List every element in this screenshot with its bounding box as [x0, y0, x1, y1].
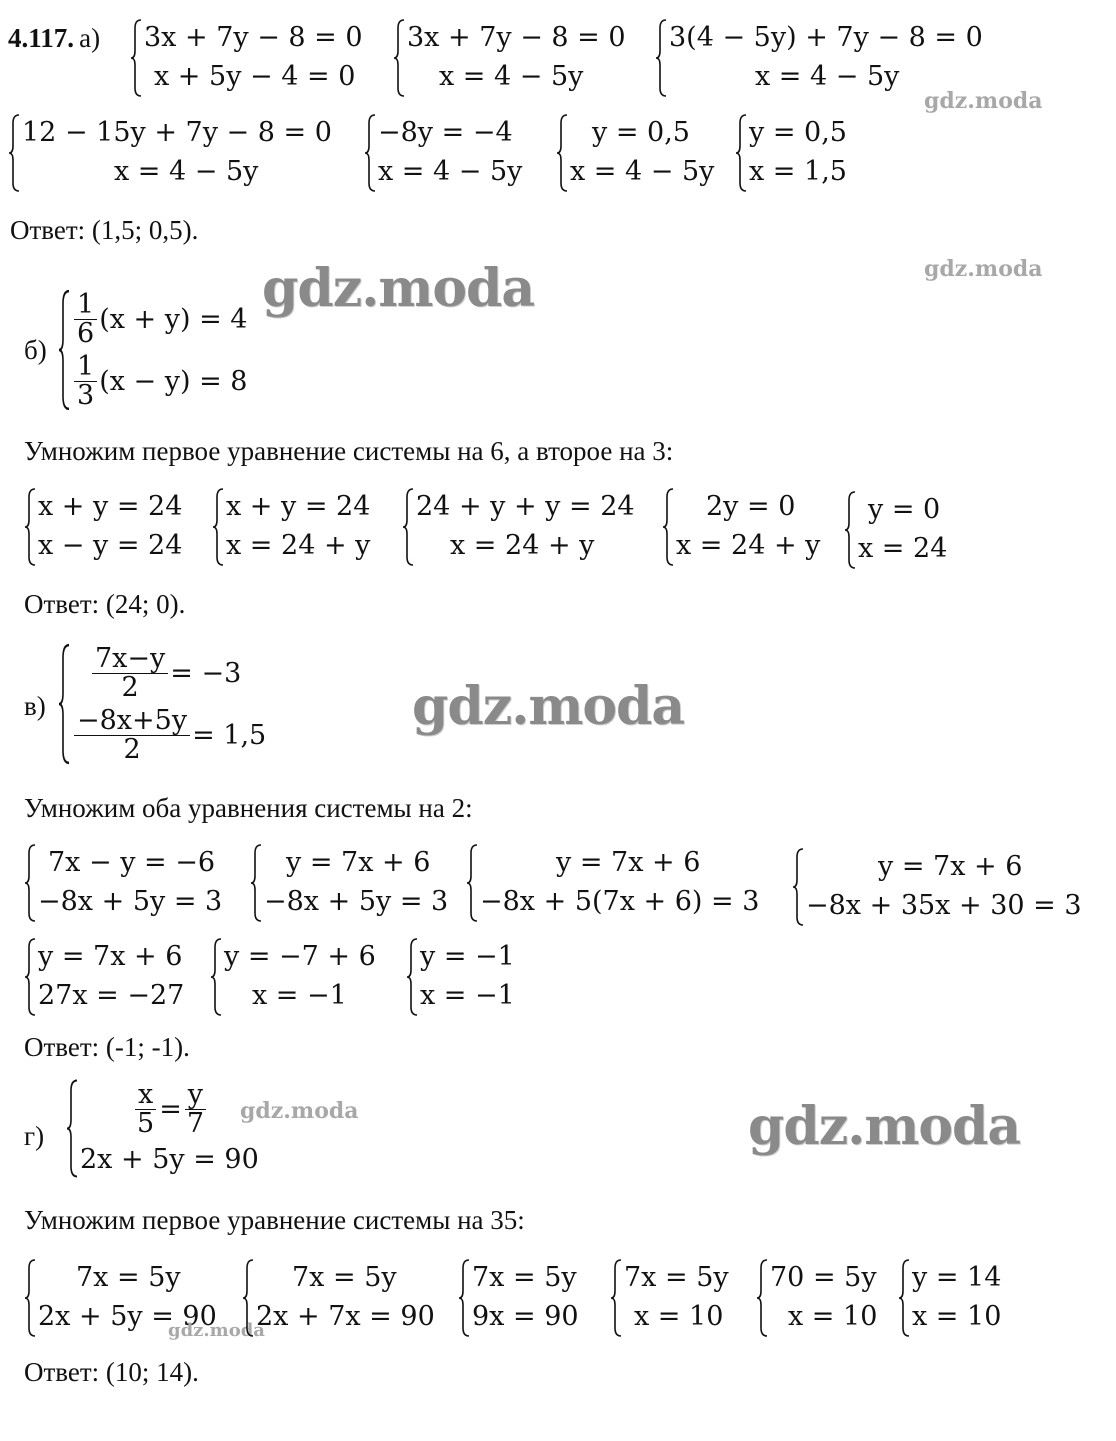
brace-icon	[610, 1258, 622, 1338]
system-v-4: y = 7x + 6 −8x + 35x + 30 = 3	[792, 847, 1082, 927]
watermark: gdz.moda	[240, 1098, 359, 1124]
system-b-3: 24 + y + y = 24 x = 24 + y	[402, 487, 635, 567]
system-a-5: −8y = −4 x = 4 − 5y	[364, 113, 522, 193]
system-b-original: $\frac{1}{6}$ (x + y) = 4 $\frac{1}{3}$ (x − y) = 8	[58, 288, 248, 412]
system-g-1: 7x = 5y 2x + 5y = 90	[24, 1258, 217, 1338]
brace-icon	[402, 487, 414, 567]
system-g-original: $\frac{x}{5}$ = $\frac{y}{7}$ 2x + 5y = 90	[66, 1078, 259, 1179]
brace-icon	[466, 843, 478, 923]
answer-a: Ответ: (1,5; 0,5).	[10, 215, 199, 245]
brace-icon	[756, 1258, 768, 1338]
watermark: gdz.moda	[262, 258, 535, 319]
part-v-label: в)	[24, 691, 46, 721]
brace-icon	[250, 843, 262, 923]
system-b-5: y = 0 x = 24	[844, 490, 947, 570]
brace-icon	[655, 18, 667, 98]
watermark: gdz.moda	[924, 88, 1043, 114]
brace-icon	[212, 487, 224, 567]
system-a-7: y = 0,5 x = 1,5	[735, 113, 847, 193]
system-v-1: 7x − y = −6 −8x + 5y = 3	[24, 843, 222, 923]
system-a-6: y = 0,5 x = 4 − 5y	[556, 113, 714, 193]
system-v-original: $\frac{7x-y}{2}$ = −3 $\frac{-8x+5y}{2}$ = 1,5	[58, 642, 266, 766]
watermark: gdz.moda	[412, 676, 685, 737]
system-b-2: x + y = 24 x = 24 + y	[212, 487, 370, 567]
brace-icon	[898, 1258, 910, 1338]
brace-icon	[210, 937, 222, 1017]
brace-icon	[792, 847, 804, 927]
system-v-2: y = 7x + 6 −8x + 5y = 3	[250, 843, 448, 923]
brace-icon	[393, 18, 405, 98]
answer-v: Ответ: (-1; -1).	[24, 1032, 190, 1062]
system-g-6: y = 14 x = 10	[898, 1258, 1001, 1338]
problem-number: 4.117.	[8, 23, 75, 53]
watermark: gdz.moda	[924, 256, 1043, 282]
brace-icon	[24, 937, 36, 1017]
system-a-4: 12 − 15y + 7y − 8 = 0 x = 4 − 5y	[8, 113, 332, 193]
system-b-1: x + y = 24 x − y = 24	[24, 487, 182, 567]
brace-icon	[24, 1258, 36, 1338]
brace-icon	[556, 113, 568, 193]
brace-icon	[58, 642, 70, 766]
system-g-2: 7x = 5y 2x + 7x = 90	[242, 1258, 435, 1338]
brace-icon	[662, 487, 674, 567]
watermark: gdz.moda	[748, 1096, 1021, 1157]
brace-icon	[8, 113, 20, 193]
system-a-1: 3x + 7y − 8 = 0 x + 5y − 4 = 0	[130, 18, 363, 98]
problem-header	[8, 22, 100, 54]
instruction-v: Умножим оба уравнения системы на 2:	[24, 793, 473, 823]
system-b-4: 2y = 0 x = 24 + y	[662, 487, 820, 567]
instruction-b: Умножим первое уравнение системы на 6, а второе на 3:	[24, 436, 674, 466]
brace-icon	[242, 1258, 254, 1338]
brace-icon	[364, 113, 376, 193]
part-g-label: г)	[24, 1121, 45, 1151]
system-a-3: 3(4 − 5y) + 7y − 8 = 0 x = 4 − 5y	[655, 18, 983, 98]
system-v-3: y = 7x + 6 −8x + 5(7x + 6) = 3	[466, 843, 759, 923]
brace-icon	[458, 1258, 470, 1338]
watermark: gdz.moda	[168, 1320, 265, 1341]
system-a-2: 3x + 7y − 8 = 0 x = 4 − 5y	[393, 18, 626, 98]
answer-g: Ответ: (10; 14).	[24, 1357, 199, 1387]
brace-icon	[66, 1078, 78, 1179]
instruction-g: Умножим первое уравнение системы на 35:	[24, 1205, 525, 1235]
brace-icon	[24, 843, 36, 923]
system-g-3: 7x = 5y 9x = 90	[458, 1258, 579, 1338]
brace-icon	[406, 937, 418, 1017]
brace-icon	[58, 288, 70, 412]
system-v-7: y = −1 x = −1	[406, 937, 515, 1017]
system-v-6: y = −7 + 6 x = −1	[210, 937, 376, 1017]
brace-icon	[844, 490, 856, 570]
brace-icon	[24, 487, 36, 567]
brace-icon	[735, 113, 747, 193]
part-a-label: а)	[79, 23, 101, 53]
system-g-4: 7x = 5y x = 10	[610, 1258, 729, 1338]
part-b-label: б)	[24, 335, 47, 365]
brace-icon	[130, 18, 142, 98]
answer-b: Ответ: (24; 0).	[24, 589, 186, 619]
system-v-5: y = 7x + 6 27x = −27	[24, 937, 184, 1017]
system-g-5: 70 = 5y x = 10	[756, 1258, 877, 1338]
